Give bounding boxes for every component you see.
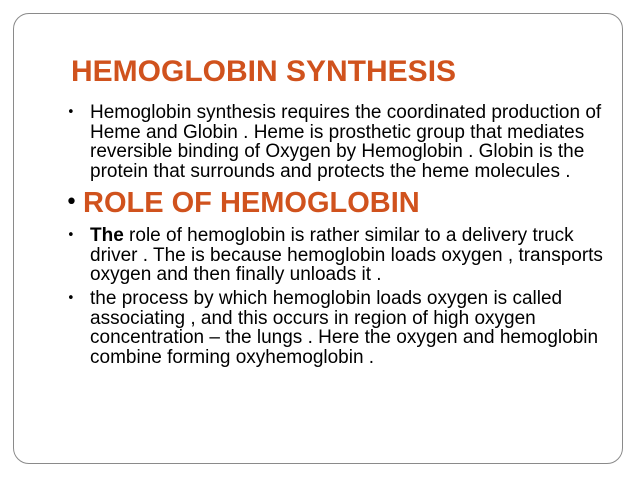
bullet-text: role of hemoglobin is rather similar to a delivery truck driver . The is because hemoglobin loads oxygen , transports oxygen and then finally unloads it . [90,224,603,286]
bullet-item-delivery-truck [66,226,606,285]
bullet-icon: • [67,105,75,120]
bullet-item-heme-synthesis [66,103,606,182]
bullet-lead-word: The [90,224,124,246]
bullet-text: the process by which hemoglobin loads oxygen is called associating , and this occurs in region of high oxygen concentration – the lungs . Here the oxygen and hemoglobin combine forming oxyhemoglobin . [90,287,599,369]
bullet-item-associating [66,289,606,368]
bullet-icon: • [67,290,75,306]
bullet-icon: • [67,227,75,243]
slide-content [66,103,606,368]
slide-title: HEMOGLOBIN SYNTHESIS [71,55,457,88]
section-heading-text: ROLE OF HEMOGLOBIN [83,186,420,219]
section-heading-role [63,186,603,220]
bullet-icon: • [65,189,78,215]
bullet-text: Hemoglobin synthesis requires the coordinated production of Heme and Globin . Heme is prosthetic group that mediates reversible binding of Oxygen by Hemoglobin . Globin is the protein that surrounds and protects the heme molecules . [90,102,602,183]
